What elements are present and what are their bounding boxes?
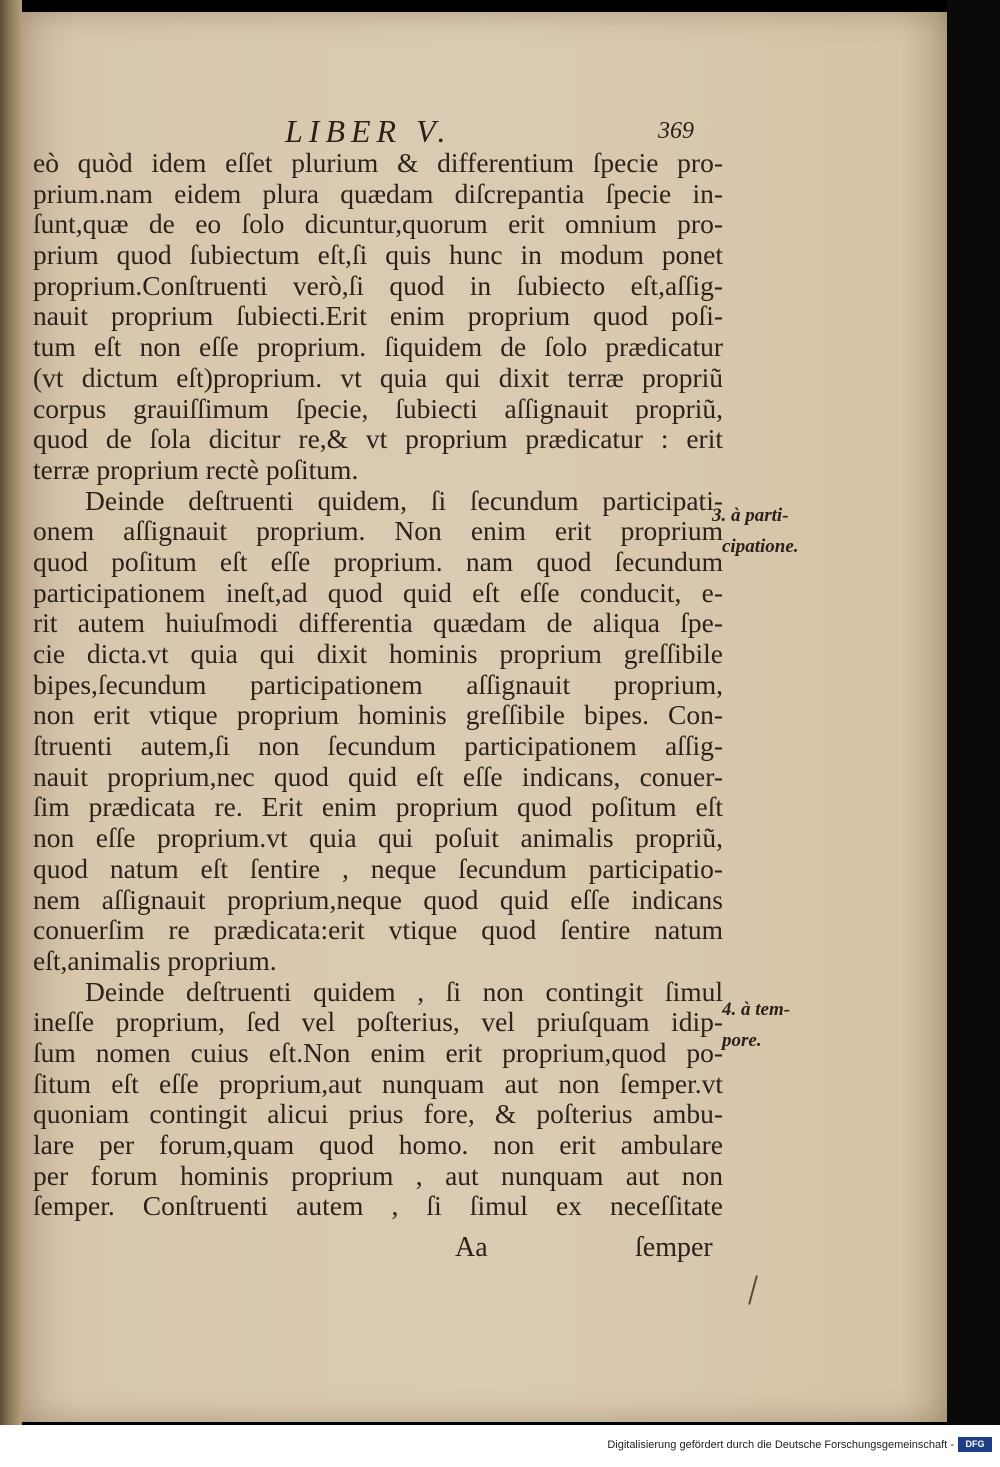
text-line: ineſſe proprium, ſed vel poſterius, vel priuſquam idip- xyxy=(33,1006,723,1038)
text-line: quoniam contingit alicui prius fore, & poſterius ambu- xyxy=(33,1098,723,1130)
text-line: non erit vtique proprium hominis greſſibile bipes. Con- xyxy=(33,699,723,731)
signature-mark: Aa xyxy=(455,1232,488,1263)
text-line: proprium.Conſtruenti verò,ſi quod in ſubiecto eſt,aſſig- xyxy=(33,269,723,301)
paragraph-start-line: Deinde deſtruenti quidem , ſi non contingit ſimul xyxy=(85,975,723,1007)
footer-bar xyxy=(0,1425,1000,1467)
text-line: quod de ſola dicitur re,& vt proprium prædicatur : erit xyxy=(33,423,723,455)
dfg-logo: DFG xyxy=(958,1437,992,1452)
text-line: cie dicta.vt quia qui dixit hominis proprium greſſibile xyxy=(33,638,723,669)
page-number: 369 xyxy=(658,118,694,144)
text-line: nauit proprium ſubiecti.Erit enim proprium quod poſi- xyxy=(33,300,723,332)
paragraph-start-line: Deinde deſtruenti quidem, ſi ſecundum participati- xyxy=(85,484,723,516)
margin-note-time-1: 4. à tem- xyxy=(722,999,791,1020)
text-line: tum eſt non eſſe proprium. ſiquidem de ſolo prædicatur xyxy=(33,331,723,363)
text-line: (vt dictum eſt)proprium. vt quia qui dixit terræ propriũ xyxy=(33,361,723,393)
text-line: ſum nomen cuius eſt.Non enim erit proprium,quod po- xyxy=(33,1036,723,1068)
catchword: ſemper xyxy=(635,1232,713,1263)
body-text xyxy=(33,148,723,1222)
text-line: eò quòd idem eſſet plurium & differentium ſpecie pro- xyxy=(33,147,723,178)
text-line: terræ proprium rectè poſitum. xyxy=(33,453,359,485)
margin-note-participation-2: cipatione. xyxy=(722,536,799,557)
text-line: nem aſſignauit proprium,neque quod quid eſſe indicans xyxy=(33,883,723,915)
text-line: ſtruenti autem,ſi non ſecundum participationem aſſig- xyxy=(33,730,723,762)
text-line: prium.nam eidem plura quædam diſcrepantia ſpecie in- xyxy=(33,177,723,209)
text-line: eſt,animalis proprium. xyxy=(33,944,277,976)
text-line: onem aſſignauit proprium. Non enim erit proprium xyxy=(33,515,723,547)
text-line: ſunt,quæ de eo ſolo dicuntur,quorum erit omnium pro- xyxy=(33,208,723,240)
running-title: LIBER V. xyxy=(285,113,452,149)
text-line: nauit proprium,nec quod quid eſt eſſe indicans, conuer- xyxy=(33,760,723,792)
text-line: non eſſe proprium.vt quia qui poſuit animalis propriũ, xyxy=(33,822,723,854)
text-line: bipes,ſecundum participationem aſſignauit proprium, xyxy=(33,668,723,700)
text-line: rit autem huiuſmodi differentia quædam de aliqua ſpe- xyxy=(33,607,723,639)
funding-notice: Digitalisierung gefördert durch die Deutsche Forschungsgemeinschaft - xyxy=(607,1439,954,1451)
text-line: quod poſitum eſt eſſe proprium. nam quod ſecundum xyxy=(33,545,723,577)
text-line: quod natum eſt ſentire , neque ſecundum participatio- xyxy=(33,852,723,884)
book-binding xyxy=(0,0,22,1425)
text-line: conuerſim re prædicata:erit vtique quod ſentire natum xyxy=(33,914,723,946)
text-line: per forum hominis proprium , aut nunquam aut non xyxy=(33,1159,723,1191)
scan-background xyxy=(947,0,1000,1425)
text-line: lare per forum,quam quod homo. non erit ambulare xyxy=(33,1129,723,1160)
text-line: ſitum eſt eſſe proprium,aut nunquam aut non ſemper.vt xyxy=(33,1067,723,1099)
text-line: prium quod ſubiectum eſt,ſi quis hunc in modum ponet xyxy=(33,239,723,271)
text-line: corpus grauiſſimum ſpecie, ſubiecti aſſignauit propriũ, xyxy=(33,392,723,424)
margin-note-time-2: pore. xyxy=(722,1030,762,1051)
text-line: participationem ineſt,ad quod quid eſt eſſe conducit, e- xyxy=(33,576,723,608)
margin-note-participation-1: 3. à parti- xyxy=(712,505,789,526)
text-line: ſemper. Conſtruenti autem , ſi ſimul ex neceſſitate xyxy=(33,1190,723,1222)
text-line: ſim prædicata re. Erit enim proprium quod poſitum eſt xyxy=(33,791,723,823)
